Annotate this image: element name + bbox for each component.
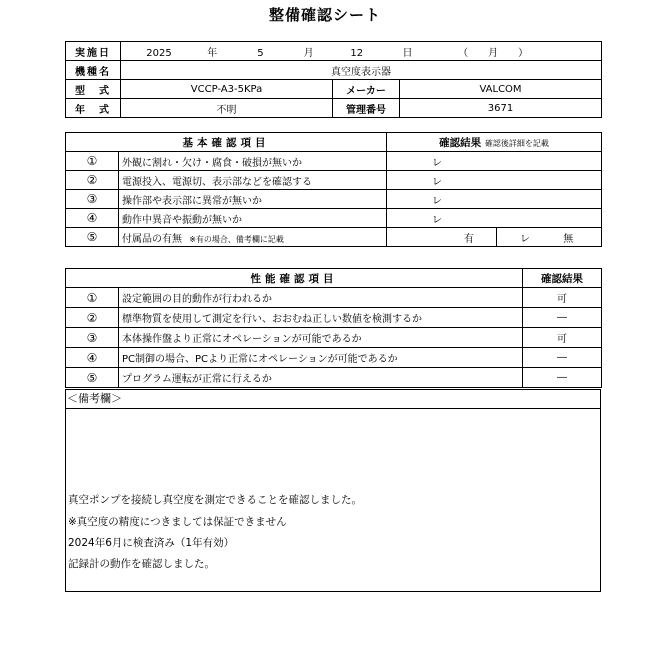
basic-header-row	[66, 133, 602, 152]
model-name-value: 真空度表示器	[121, 61, 602, 80]
perf-header: 性能確認項目	[66, 269, 523, 288]
basic-result-header	[387, 133, 602, 152]
basic-item-result: レ	[387, 190, 602, 209]
basic-item-result: レ	[387, 171, 602, 190]
basic-item-text: 外観に割れ・欠け・腐食・破損が無いか	[119, 152, 387, 171]
perf-row	[66, 328, 602, 348]
remarks-divider	[65, 408, 601, 409]
basic-item-no: ④	[66, 209, 119, 228]
basic-check-table	[65, 132, 602, 247]
remarks-line: 真空ポンプを接続し真空度を測定できることを確認しました。	[68, 494, 362, 506]
year-made-row	[66, 99, 602, 118]
perf-item-text: 本体操作盤より正常にオペレーションが可能であるか	[119, 328, 523, 348]
accessory-note: ※有の場合、備考欄に記載	[189, 234, 284, 244]
date-month-unit: 月	[303, 47, 314, 59]
perf-item-no: ②	[66, 308, 119, 328]
maker-value: VALCOM	[400, 80, 602, 99]
model-value: VCCP-A3-5KPa	[121, 80, 333, 99]
basic-row	[66, 171, 602, 190]
date-value	[121, 42, 602, 61]
perf-item-text: プログラム運転が正常に行えるか	[119, 368, 523, 388]
date-weekday: （ 月 ）	[458, 47, 529, 59]
accessory-none-cell	[497, 228, 602, 247]
date-row	[66, 42, 602, 61]
perf-item-no: ⑤	[66, 368, 119, 388]
perf-item-text: 標準物質を使用して測定を行い、おおむね正しい数値を検測するか	[119, 308, 523, 328]
date-year-unit: 年	[207, 47, 218, 59]
model-name-row	[66, 61, 602, 80]
maker-label: メーカー	[333, 80, 400, 99]
basic-item-text: 動作中異音や振動が無いか	[119, 209, 387, 228]
date-label: 実施日	[66, 42, 121, 61]
sheet-title: 整備確認シート	[268, 6, 381, 24]
perf-row	[66, 308, 602, 328]
basic-item-no: ②	[66, 171, 119, 190]
perf-item-no: ①	[66, 288, 119, 308]
perf-result-header: 確認結果	[523, 269, 602, 288]
basic-row	[66, 152, 602, 171]
mgmt-label: 管理番号	[333, 99, 400, 118]
basic-row	[66, 209, 602, 228]
perf-item-result: ―	[523, 348, 602, 368]
perf-row	[66, 368, 602, 388]
year-made-label: 年 式	[66, 99, 121, 118]
remarks-line: 2024年6月に検査済み（1年有効）	[68, 537, 235, 549]
basic-item-text: 電源投入、電源切、表示部などを確認する	[119, 171, 387, 190]
accessory-no: ⑤	[66, 228, 119, 247]
accessory-mark: レ	[520, 233, 530, 245]
perf-item-text: PC制御の場合、PCより正常にオペレーションが可能であるか	[119, 348, 523, 368]
perf-item-result: ―	[523, 308, 602, 328]
date-day: 12	[350, 47, 364, 59]
perf-item-result: 可	[523, 328, 602, 348]
perf-item-no: ③	[66, 328, 119, 348]
basic-item-no: ①	[66, 152, 119, 171]
basic-item-text: 操作部や表示部に異常が無いか	[119, 190, 387, 209]
accessory-text: 付属品の有無	[122, 233, 182, 245]
perf-item-result: 可	[523, 288, 602, 308]
date-year: 2025	[146, 47, 172, 59]
basic-row	[66, 190, 602, 209]
perf-item-no: ④	[66, 348, 119, 368]
model-name-label: 機種名	[66, 61, 121, 80]
perf-header-row	[66, 269, 602, 288]
remarks-header: ＜備考欄＞	[67, 392, 122, 405]
date-day-unit: 日	[402, 47, 413, 59]
accessory-yes: 有	[387, 228, 497, 247]
model-row	[66, 80, 602, 99]
model-label: 型 式	[66, 80, 121, 99]
accessory-text-cell	[119, 228, 387, 247]
remarks-line: ※真空度の精度につきましては保証できません	[68, 516, 287, 528]
accessory-row	[66, 228, 602, 247]
accessory-none: 無	[563, 233, 574, 245]
performance-check-table	[65, 268, 602, 388]
equipment-info-table	[65, 41, 602, 118]
remarks-line: 記録計の動作を確認しました。	[68, 558, 215, 570]
perf-item-result: ―	[523, 368, 602, 388]
mgmt-value: 3671	[400, 99, 602, 118]
basic-item-result: レ	[387, 209, 602, 228]
date-month: 5	[257, 47, 264, 59]
basic-item-no: ③	[66, 190, 119, 209]
basic-header: 基本確認項目	[66, 133, 387, 152]
perf-row	[66, 348, 602, 368]
basic-result-note: 確認後詳細を記載	[484, 138, 549, 148]
perf-item-text: 設定範囲の目的動作が行われるか	[119, 288, 523, 308]
basic-result-title: 確認結果	[439, 136, 482, 149]
basic-item-result: レ	[387, 152, 602, 171]
year-made-value: 不明	[121, 99, 333, 118]
perf-row	[66, 288, 602, 308]
